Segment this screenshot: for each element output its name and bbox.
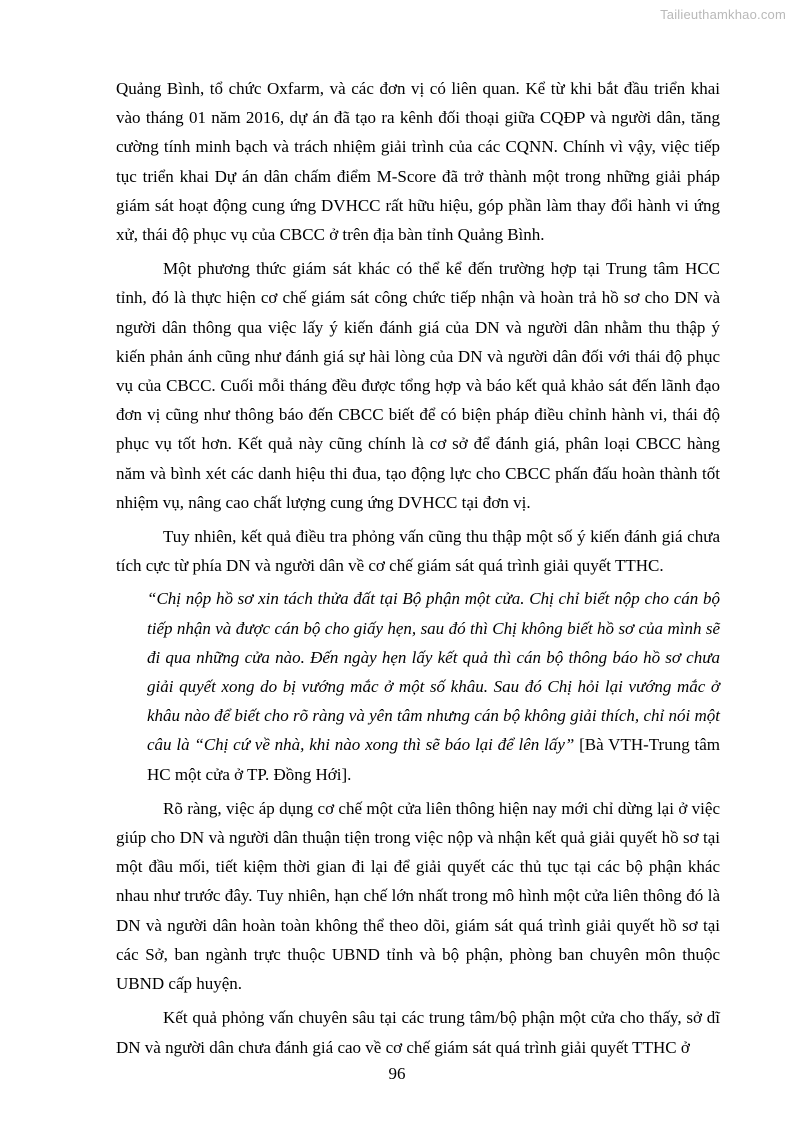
paragraph-2: Một phương thức giám sát khác có thể kể đến trường hợp tại Trung tâm HCC tỉnh, đó là thực hiện cơ chế giám sát công chức tiếp nhận và hoàn trả hồ sơ cho DN và người dân thông qua việc lấy ý kiến đánh giá của DN và người dân nhằm thu thập ý kiến phản ánh cũng như đánh giá sự hài lòng của DN và người dân đối với thái độ phục vụ của CBCC. Cuối mỗi tháng đều được tổng hợp và báo kết quả khảo sát đến lãnh đạo đơn vị cũng như thông báo đến CBCC biết để có biện pháp điều chỉnh hành vi, thái độ phục vụ tốt hơn. Kết quả này cũng chính là cơ sở để đánh giá, phân loại CBCC hàng năm và bình xét các danh hiệu thi đua, tạo động lực cho CBCC phấn đấu hoàn thành tốt nhiệm vụ, nâng cao chất lượng cung ứng DVHCC tại đơn vị. — [116, 259, 720, 512]
paragraph-5: Kết quả phỏng vấn chuyên sâu tại các trung tâm/bộ phận một cửa cho thấy, sở dĩ DN và người dân chưa đánh giá cao về cơ chế giám sát quá trình giải quyết TTHC ở — [116, 1008, 720, 1057]
quote-text: “Chị nộp hồ sơ xin tách thửa đất tại Bộ phận một cửa. Chị chỉ biết nộp cho cán bộ tiếp nhận và được cán bộ cho giấy hẹn, sau đó thì Chị không biết hồ sơ của mình sẽ đi qua những cửa nào. Đến ngày hẹn lấy kết quả thì cán bộ thông báo hồ sơ chưa giải quyết xong do bị vướng mắc ở một số khâu. Sau đó Chị hỏi lại vướng mắc ở khâu nào để biết cho rõ ràng và yên tâm nhưng cán bộ không giải thích, chỉ nói một câu là “Chị cứ về nhà, khi nào xong thì sẽ báo lại để lên lấy” — [147, 589, 720, 755]
paragraph-1: Quảng Bình, tổ chức Oxfarm, và các đơn vị có liên quan. Kể từ khi bắt đầu triển khai vào tháng 01 năm 2016, dự án đã tạo ra kênh đối thoại giữa CQĐP và người dân, tăng cường tính minh bạch và trách nhiệm giải trình của các CQNN. Chính vì vậy, việc tiếp tục triển khai Dự án dân chấm điểm M-Score đã trở thành một trong những giải pháp giám sát hoạt động cung ứng DVHCC rất hữu hiệu, góp phần làm thay đổi hành vi ứng xử, thái độ phục vụ của CBCC ở trên địa bàn tỉnh Quảng Bình. — [116, 79, 720, 245]
page-number: 96 — [388, 1064, 406, 1083]
quote-source: [Bà VTH-Trung tâm HC một cửa ở TP. Đồng Hới]. — [147, 735, 720, 784]
page-body — [116, 74, 720, 1062]
interview-quote — [147, 584, 720, 788]
paragraph-3: Tuy nhiên, kết quả điều tra phỏng vấn cũng thu thập một số ý kiến đánh giá chưa tích cực từ phía DN và người dân về cơ chế giám sát quá trình giải quyết TTHC. — [116, 527, 720, 576]
watermark-text: Tailieuthamkhao.com — [660, 7, 786, 22]
paragraph-4: Rõ ràng, việc áp dụng cơ chế một cửa liên thông hiện nay mới chỉ dừng lại ở việc giúp cho DN và người dân thuận tiện trong việc nộp và nhận kết quả giải quyết hồ sơ tại một đầu mối, tiết kiệm thời gian đi lại để giải quyết các thủ tục tại các bộ phận khác nhau như trước đây. Tuy nhiên, hạn chế lớn nhất trong mô hình một cửa liên thông đó là DN và người dân hoàn toàn không thể theo dõi, giám sát quá trình giải quyết hồ sơ tại các Sở, ban ngành trực thuộc UBND tỉnh và bộ phận, phòng ban chuyên môn thuộc UBND cấp huyện. — [116, 798, 720, 994]
